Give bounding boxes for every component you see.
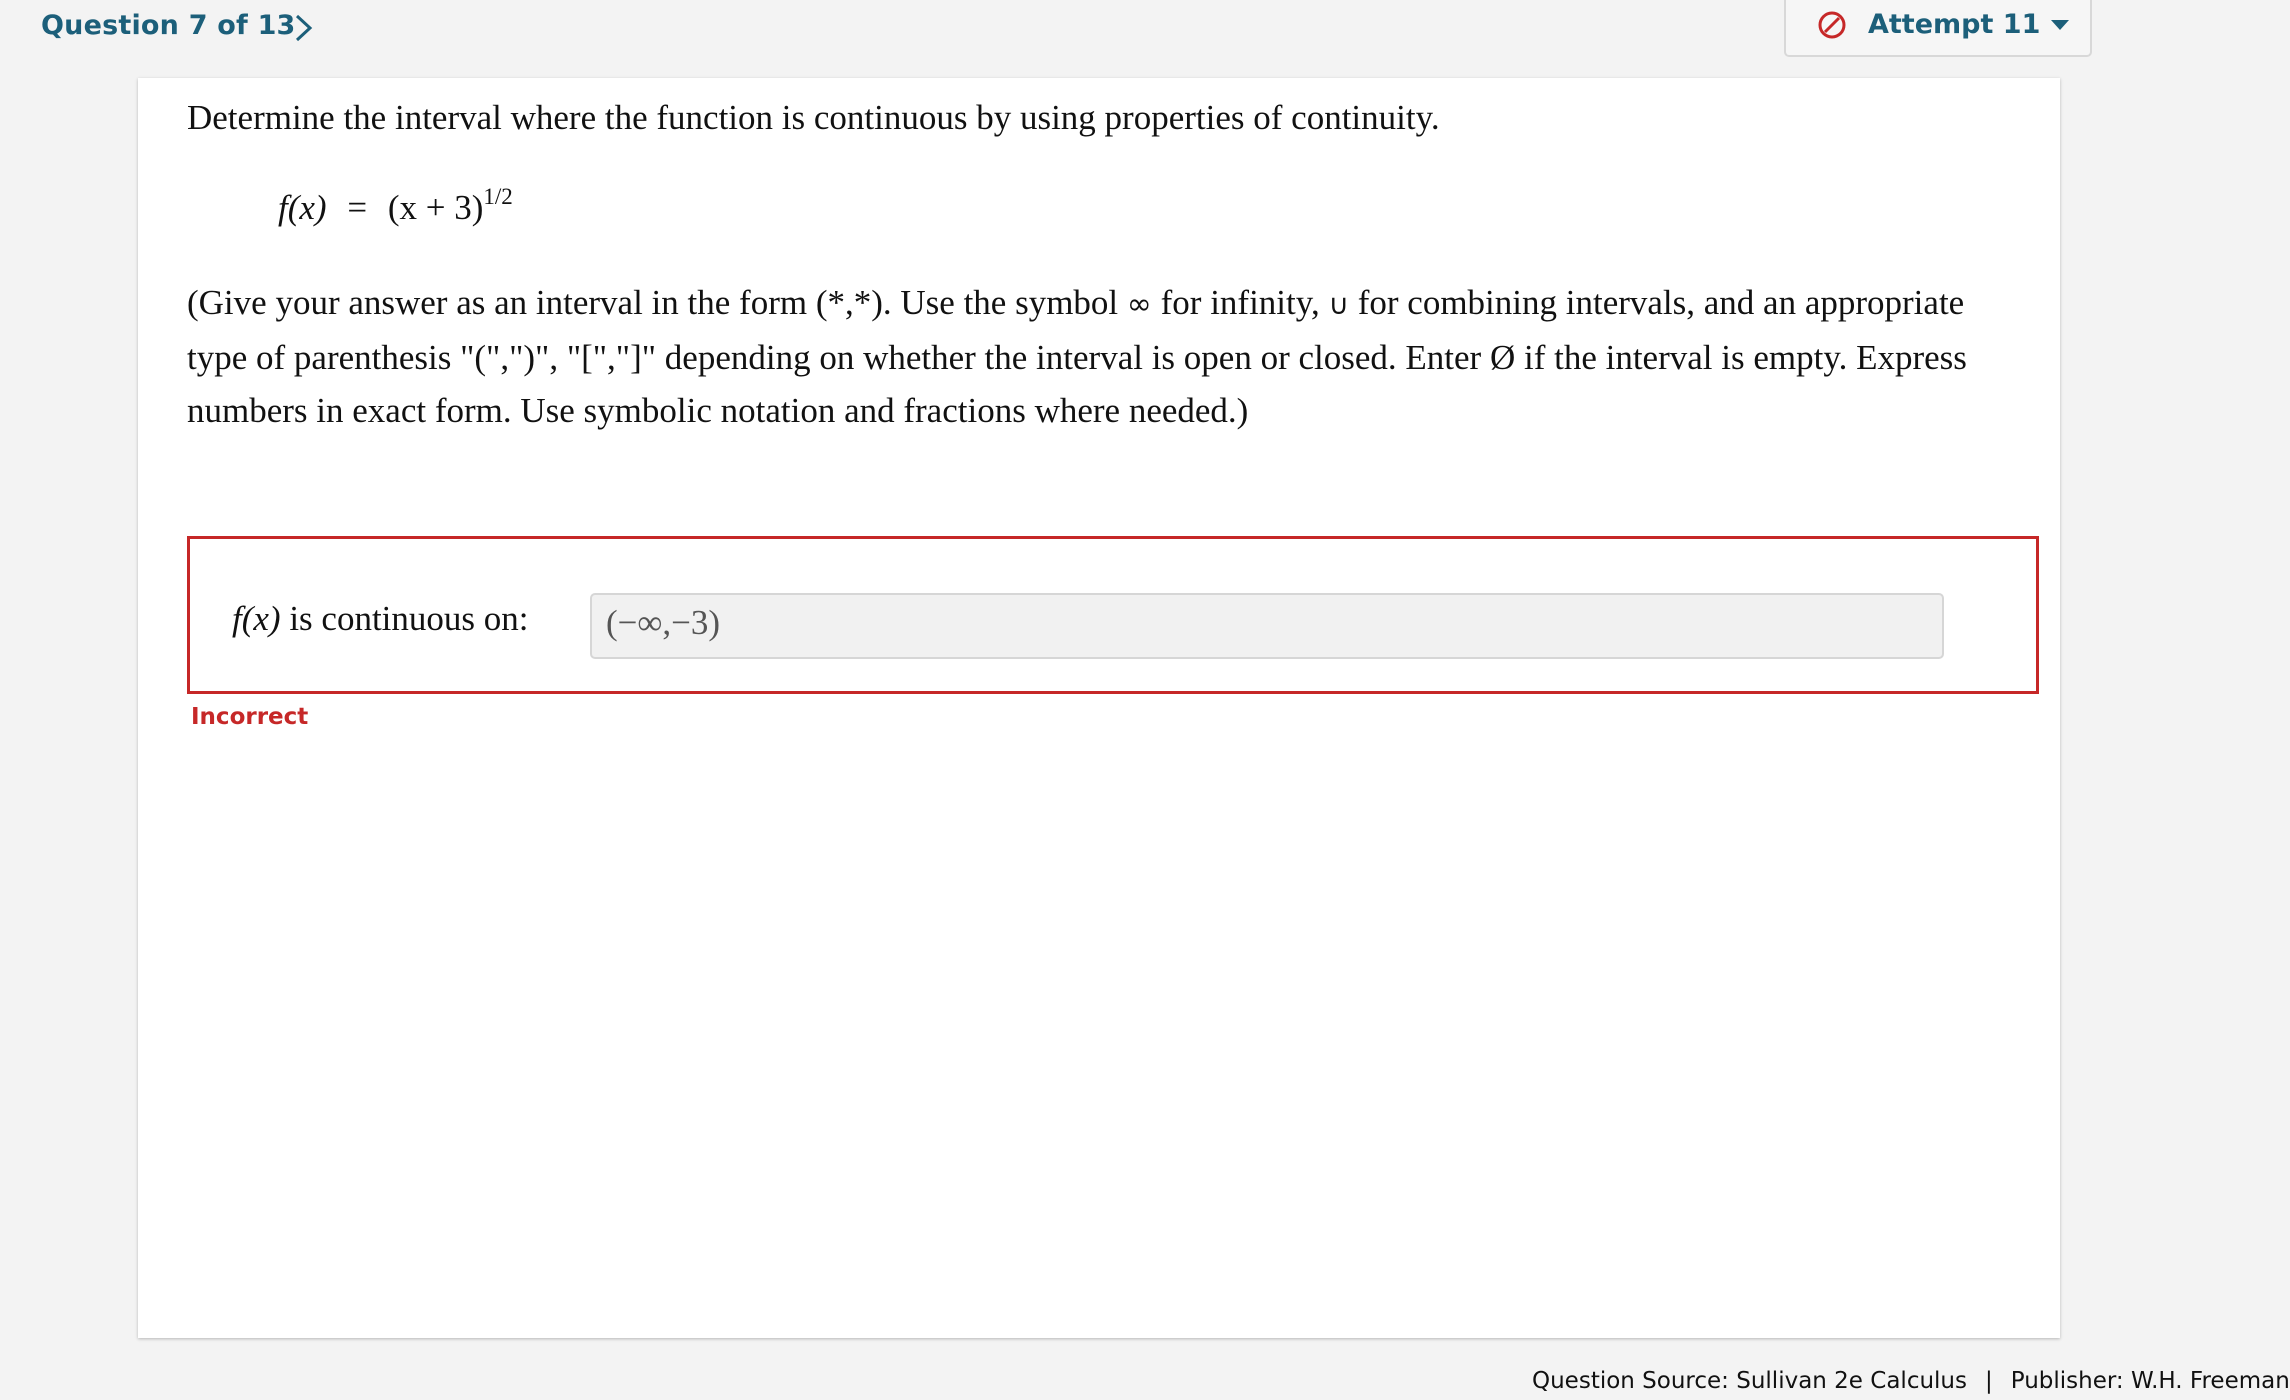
caret-down-icon [2050, 18, 2070, 32]
equation-lhs: f(x) [278, 188, 327, 227]
instructions-part-1: (Give your answer as an interval in the form (*,*). Use the symbol [187, 283, 1127, 322]
attempt-dropdown[interactable] [1784, 0, 2092, 57]
answer-label-function: f(x) [232, 599, 281, 638]
publisher: Publisher: W.H. Freeman [2010, 1368, 2290, 1394]
question-source: Question Source: Sullivan 2e Calculus [1532, 1368, 1967, 1394]
question-prompt: Determine the interval where the function is continuous by using properties of continuity. [187, 98, 1440, 137]
answer-label [232, 599, 529, 639]
function-equation [278, 184, 513, 228]
footer [1532, 1368, 2290, 1394]
equation-exponent: 1/2 [483, 184, 513, 209]
instructions-part-2: for infinity, [1151, 283, 1329, 322]
chevron-right-icon [292, 12, 316, 44]
answer-label-text: is continuous on: [280, 599, 529, 638]
equation-equals: = [347, 188, 368, 227]
answer-input[interactable] [590, 593, 1944, 659]
attempt-label: Attempt 11 [1868, 9, 2041, 40]
question-counter: Question 7 of 13 [41, 10, 296, 41]
instructions-part-3: for combining intervals, and an appropriate type of parenthesis "(",")", "[","]" depending on whether the interval is open or closed. Enter Ø if the interval is empty. Express numbers in exact form. Use symbolic notation and fractions where needed.) [187, 283, 1967, 430]
footer-separator: | [1985, 1368, 1993, 1394]
infinity-symbol: ∞ [1126, 287, 1152, 322]
answer-value: (−∞,−3) [606, 603, 720, 642]
union-symbol: ∪ [1328, 288, 1349, 321]
question-card [138, 78, 2060, 1338]
feedback-incorrect: Incorrect [191, 704, 309, 730]
prohibited-icon [1817, 10, 1847, 40]
next-question-button[interactable] [292, 12, 316, 44]
answer-box [187, 536, 2039, 694]
answer-instructions [187, 276, 2027, 437]
equation-base: (x + 3) [387, 188, 484, 227]
